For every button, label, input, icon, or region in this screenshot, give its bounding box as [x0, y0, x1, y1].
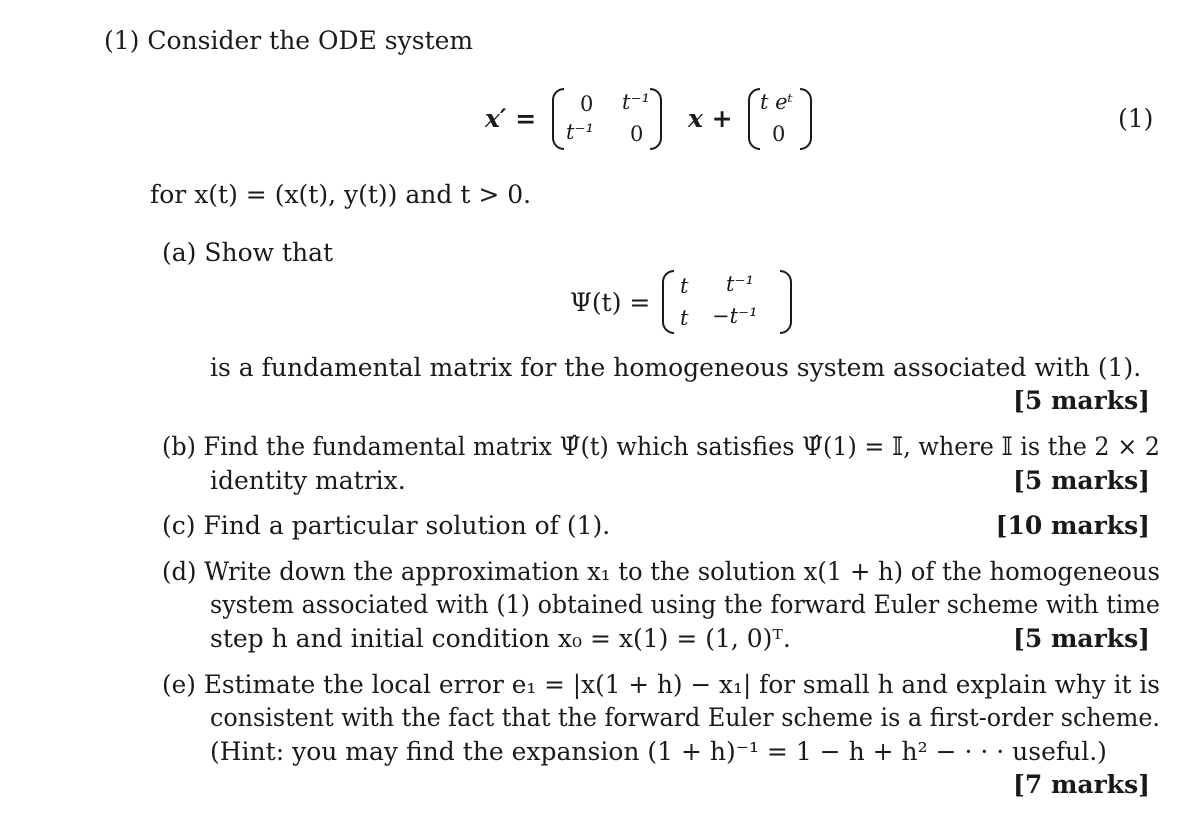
domain-statement: for x(t) = (x(t), y(t)) and t > 0.: [150, 180, 532, 209]
part-e-line-3: (Hint: you may find the expansion (1 + h)⁻¹ = 1 − h + h² − · · · useful.): [210, 737, 1107, 766]
part-b-line-1: (b) Find the fundamental matrix Ψ̂(t) which satisfies Ψ̂(1) = 𝕀, where 𝕀 is the 2 × 2: [162, 432, 1160, 461]
part-a-marks: [5 marks]: [1013, 386, 1150, 415]
vector-top: t eᵗ: [760, 90, 793, 114]
right-paren: [650, 88, 662, 150]
problem-intro: (1) Consider the ODE system: [104, 26, 474, 55]
right-paren: [780, 270, 792, 334]
part-e-line-1: (e) Estimate the local error e₁ = |x(1 + h) − x₁| for small h and explain why it is: [162, 670, 1160, 699]
psi-11: t: [680, 274, 689, 298]
psi-12: t⁻¹: [726, 272, 754, 296]
part-e-line-2: consistent with the fact that the forward Euler scheme is a first-order scheme.: [210, 703, 1160, 732]
psi-22: −t⁻¹: [712, 304, 758, 328]
part-d-line-3: step h and initial condition x₀ = x(1) = (1, 0)ᵀ.: [210, 624, 791, 653]
right-paren: [800, 88, 812, 150]
vector-bottom: 0: [772, 122, 786, 146]
left-paren: [552, 88, 564, 150]
part-c-line-1: (c) Find a particular solution of (1).: [162, 511, 611, 540]
part-c-marks: [10 marks]: [995, 511, 1150, 540]
psi-lhs: Ψ(t) =: [570, 288, 651, 317]
part-b-marks: [5 marks]: [1013, 466, 1150, 495]
matrix-a-22: 0: [630, 122, 644, 146]
part-d-marks: [5 marks]: [1013, 624, 1150, 653]
part-a-text: is a fundamental matrix for the homogeneous system associated with (1).: [210, 353, 1142, 382]
part-d-line-1: (d) Write down the approximation x₁ to the solution x(1 + h) of the homogeneous: [162, 557, 1160, 586]
left-paren: [662, 270, 674, 334]
equation-number: (1): [1118, 104, 1154, 133]
part-d-line-2: system associated with (1) obtained using the forward Euler scheme with time: [210, 590, 1160, 619]
part-a-label: (a) Show that: [162, 238, 334, 267]
part-e-marks: [7 marks]: [1013, 770, 1150, 799]
matrix-a-12: t⁻¹: [622, 90, 650, 114]
psi-matrix: [662, 270, 792, 334]
equation-x-plus: x +: [688, 104, 733, 133]
matrix-a-21: t⁻¹: [566, 120, 594, 144]
matrix-a-11: 0: [580, 92, 594, 116]
part-b-line-2: identity matrix.: [210, 466, 406, 495]
left-paren: [748, 88, 760, 150]
coefficient-matrix: [552, 88, 662, 150]
forcing-vector: [748, 88, 812, 150]
equation-lhs: x′ =: [485, 104, 537, 133]
psi-21: t: [680, 306, 689, 330]
